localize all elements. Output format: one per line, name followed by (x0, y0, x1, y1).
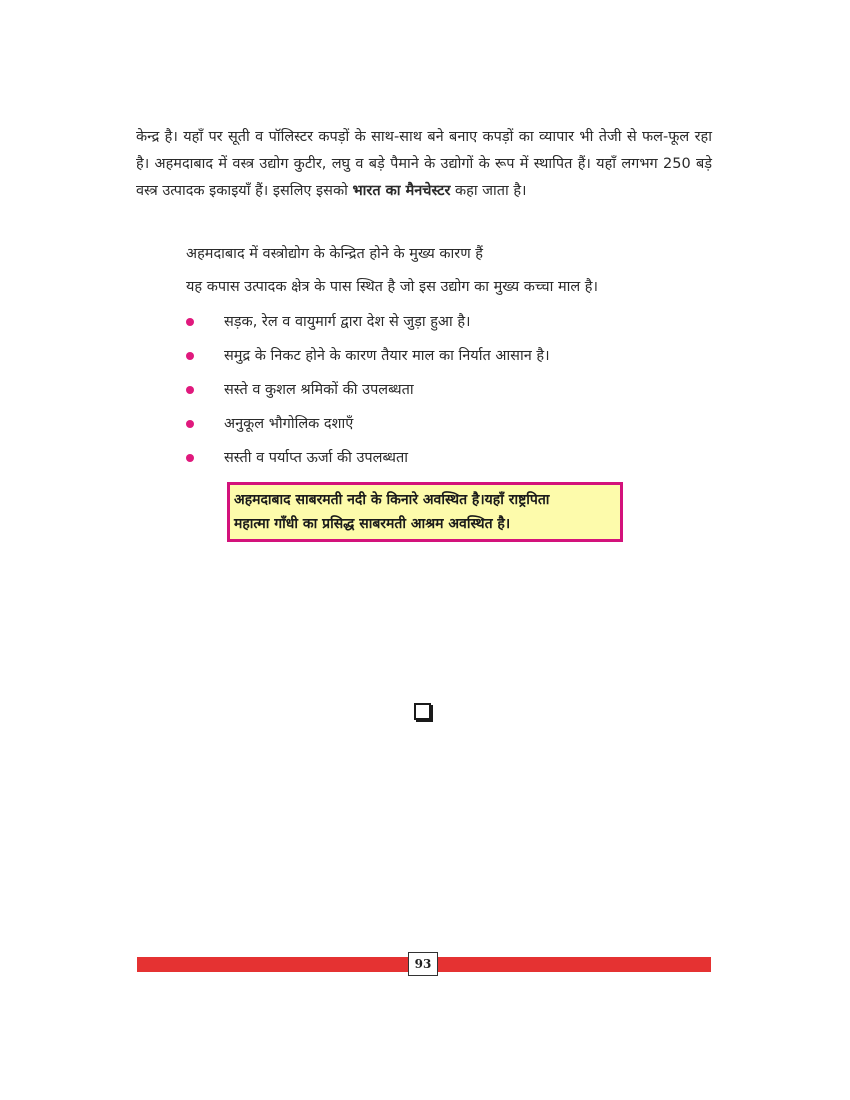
list-item-text: सस्ते व कुशल श्रमिकों की उपलब्धता (224, 382, 414, 398)
cotton-line: यह कपास उत्पादक क्षेत्र के पास स्थित है जो इस उद्योग का मुख्य कच्चा माल है। (186, 279, 599, 295)
list-item-text: समुद्र के निकट होने के कारण तैयार माल का निर्यात आसान है। (224, 348, 550, 364)
page-number: 93 (408, 952, 438, 976)
bullet-icon (186, 352, 194, 360)
callout-line-1: अहमदाबाद साबरमती नदी के किनारे अवस्थित है।यहाँ राष्ट्रपिता (234, 492, 550, 508)
intro-text-part1: केन्द्र है। यहाँ पर सूती व पॉलिस्टर कपड़ों के साथ-साथ बने बनाए कपड़ों का व्यापार भी तेजी से फल-फूल रहा है। अहमदाबाद में वस्त्र उद्योग कुटीर, लघु व बड़े पैमाने के उद्योगों के रूप में स्थापित हैं। यहाँ लगभग 250 बड़े वस्त्र उत्पादक इकाइयाँ हैं। इसलिए इसको (136, 129, 712, 199)
intro-text-part2: कहा जाता है। (455, 183, 527, 199)
bullet-icon (186, 454, 194, 462)
list-item-text: सस्ती व पर्याप्त ऊर्जा की उपलब्धता (224, 450, 408, 466)
bullet-icon (186, 318, 194, 326)
bullet-icon (186, 386, 194, 394)
reasons-heading: अहमदाबाद में वस्त्रोद्योग के केन्द्रित होने के मुख्य कारण हैं (186, 246, 483, 262)
list-item-text: सड़क, रेल व वायुमार्ग द्वारा देश से जुड़ा हुआ है। (224, 314, 471, 330)
manchester-highlight: भारत का मैनचेस्टर (352, 183, 451, 199)
sabarmati-callout-box (227, 482, 623, 542)
list-item-text: अनुकूल भौगोलिक दशाएँ (224, 416, 354, 432)
bullet-icon (186, 420, 194, 428)
intro-paragraph (136, 124, 712, 205)
callout-line-2: महात्मा गाँधी का प्रसिद्ध साबरमती आश्रम अवस्थित है। (234, 516, 511, 532)
end-of-section-box-icon (414, 703, 431, 720)
